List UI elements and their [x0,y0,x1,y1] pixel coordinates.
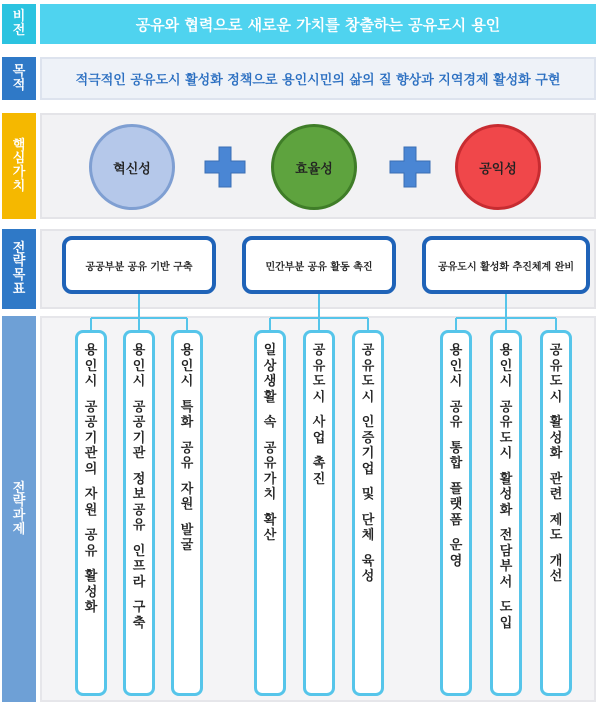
task-char: 화 [549,446,563,461]
task-char: 원 [180,497,194,512]
task-char: 활 [499,471,513,487]
task-char: 화 [180,415,194,430]
task-char: 시 [549,389,563,405]
task-char: 공 [549,343,563,358]
task-char: 기 [361,446,375,461]
task-char: 기 [84,430,98,446]
task-char: 관 [132,446,146,461]
task-char: 부 [499,559,513,574]
task-char: 시 [180,374,194,389]
task-char: 인 [180,358,194,374]
task-char: 단 [361,512,375,528]
task-char: 관 [84,446,98,461]
task-char: 및 [361,487,375,502]
task-char: 화 [84,600,98,615]
task-char: 가 [263,471,277,487]
task-char: 유 [84,543,98,559]
goal-public-sharing-foundation: 공공부분 공유 기반 구축 [62,236,216,294]
task-char: 성 [499,487,513,502]
task-column [254,330,286,696]
header-char: 략 [12,494,26,510]
task-char: 도 [312,374,326,389]
task-column [540,330,572,696]
header-char: 전 [12,480,26,496]
task-char: 인 [449,358,463,374]
task-char: 운 [449,538,463,553]
task-char: 폼 [449,512,463,528]
task-char: 용 [449,343,463,358]
task-char: 공 [132,399,146,415]
task-char: 시 [132,374,146,389]
task-char: 공 [263,440,277,456]
task-char: 발 [180,522,194,538]
task-char: 용 [84,343,98,358]
task-char: 산 [263,528,277,543]
header-char: 비 [12,9,26,25]
task-char: 용 [499,343,513,358]
task-char: 통 [449,440,463,456]
task-char: 도 [549,374,563,389]
task-char: 공 [312,343,326,358]
task-column [123,330,155,696]
task-char: 용 [180,343,194,358]
task-char: 공 [84,399,98,415]
task-char: 인 [499,358,513,374]
vision-text: 공유와 협력으로 새로운 가치를 창출하는 공유도시 용인 [40,4,596,44]
header-char: 가 [12,165,26,180]
task-char: 시 [312,389,326,405]
header-char: 전 [12,23,26,38]
header-char: 핵 [12,137,26,153]
task-column [490,330,522,696]
task-char: 인 [84,358,98,374]
goal-private-sharing-activity: 민간부분 공유 활동 촉진 [242,236,396,294]
task-char: 담 [499,543,513,559]
task-char: 공 [361,343,375,358]
task-char: 육 [361,553,375,569]
task-char: 의 [84,461,98,477]
task-char: 시 [361,389,375,405]
task-char: 시 [499,446,513,461]
task-char: 증 [361,430,375,446]
header-char: 제 [12,521,26,537]
task-char: 용 [132,343,146,358]
header-char: 치 [12,178,26,194]
task-char: 정 [132,471,146,487]
task-char: 인 [132,543,146,559]
task-char: 공 [132,415,146,430]
task-char: 관 [549,471,563,487]
task-char: 생 [263,374,277,389]
header-char: 략 [12,254,26,270]
task-char: 기 [132,430,146,446]
task-char: 자 [180,481,194,497]
task-char: 성 [361,569,375,584]
task-char: 시 [499,374,513,389]
header-char: 목 [12,63,26,79]
task-char: 플 [449,481,463,497]
task-char: 치 [263,487,277,502]
header-char: 목 [12,268,26,283]
task-char: 공 [84,528,98,543]
task-char: 공 [84,415,98,430]
task-char: 합 [449,456,463,471]
goal-sharing-city-system: 공유도시 활성화 추진체계 완비 [422,236,590,294]
task-char: 속 [263,415,277,430]
task-column [352,330,384,696]
task-char: 활 [263,389,277,405]
task-char: 선 [549,569,563,584]
task-char: 랫 [449,497,463,512]
task-char: 시 [449,374,463,389]
task-char: 특 [180,399,194,415]
task-char: 유 [132,518,146,533]
purpose-text: 적극적인 공유도시 활성화 정책으로 용인시민의 삶의 질 향상과 지역경제 활성화 구현 [40,57,596,100]
task-column [303,330,335,696]
task-char: 활 [549,415,563,430]
task-char: 원 [84,502,98,518]
task-char: 공 [132,502,146,518]
task-char: 보 [132,487,146,502]
header-char: 전 [12,240,26,256]
task-column [75,330,107,696]
task-char: 촉 [312,456,326,471]
task-char: 성 [549,430,563,446]
task-char: 도 [361,374,375,389]
task-char: 사 [312,415,326,430]
task-char: 활 [84,569,98,584]
task-char: 서 [499,574,513,590]
task-char: 유 [499,415,513,430]
task-char: 업 [361,461,375,477]
task-char: 련 [549,487,563,502]
task-char: 공 [499,399,513,415]
header-char: 표 [12,281,26,297]
task-char: 프 [132,559,146,574]
task-char: 확 [263,512,277,528]
task-column [440,330,472,696]
task-char: 체 [361,528,375,543]
task-char: 인 [132,358,146,374]
task-char: 화 [499,502,513,518]
task-char: 유 [361,358,375,374]
task-column [171,330,203,696]
task-char: 유 [449,415,463,430]
task-char: 자 [84,487,98,502]
task-char: 영 [449,553,463,569]
header-char: 적 [12,77,26,93]
header-char: 심 [12,151,26,167]
task-char: 업 [312,430,326,446]
task-char: 구 [132,600,146,615]
task-char: 제 [549,512,563,528]
task-char: 일 [263,343,277,358]
core-value-efficiency: 효율성 [271,124,357,210]
task-char: 굴 [180,538,194,553]
task-char: 전 [499,528,513,543]
task-char: 개 [549,553,563,569]
task-char: 인 [361,415,375,430]
task-char: 라 [132,574,146,590]
task-char: 공 [449,399,463,415]
task-char: 공 [180,440,194,456]
task-char: 유 [263,456,277,471]
task-char: 상 [263,358,277,374]
task-char: 유 [180,456,194,471]
task-char: 시 [84,374,98,389]
task-char: 유 [549,358,563,374]
core-value-innovation: 혁신성 [89,124,175,210]
task-char: 도 [499,430,513,446]
task-char: 유 [312,358,326,374]
task-char: 성 [84,584,98,600]
core-value-public-interest: 공익성 [455,124,541,210]
task-char: 도 [499,600,513,615]
task-char: 진 [312,471,326,487]
task-char: 도 [549,528,563,543]
header-char: 과 [12,508,26,523]
task-char: 입 [499,615,513,631]
task-char: 축 [132,615,146,631]
